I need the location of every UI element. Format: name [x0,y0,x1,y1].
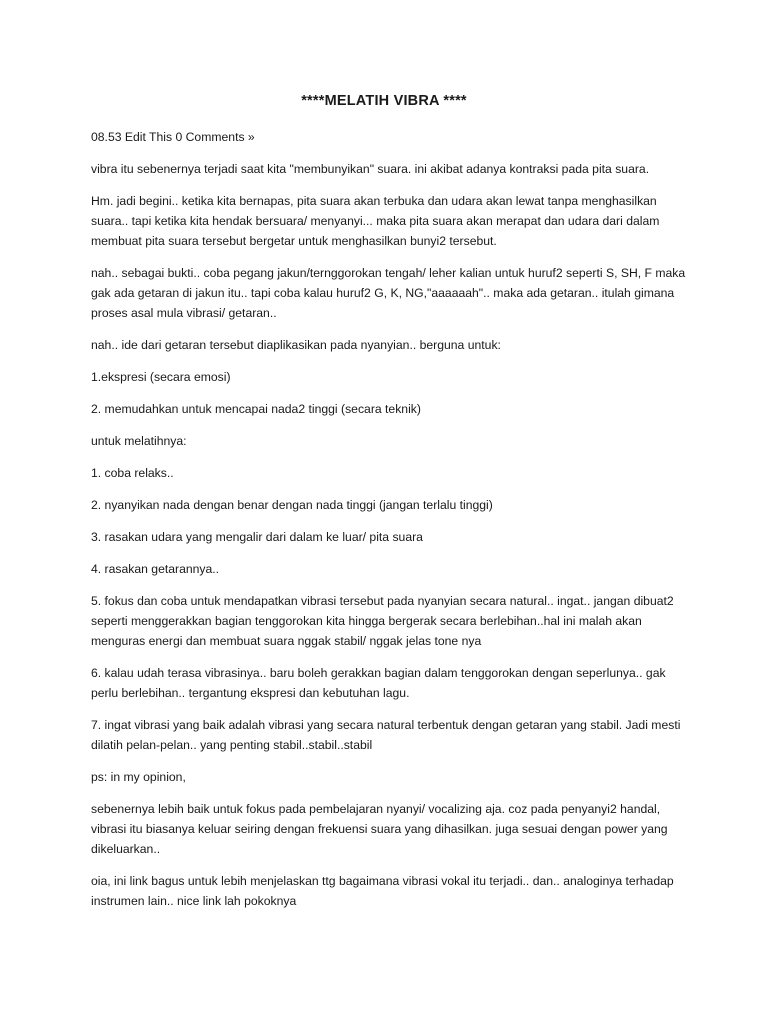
list-item-step-5: 5. fokus dan coba untuk mendapatkan vibrasi tersebut pada nyanyian secara natural.. ingat.. jangan dibuat2 seperti menggerakkan bagian tenggorokan kita hingga bergerak secara berlebihan..hal ini malah akan menguras energi dan membuat suara nggak stabil/ nggak jelas tone nya [91,594,674,648]
paragraph-link-note: oia, ini link bagus untuk lebih menjelaskan ttg bagaimana vibrasi vokal itu terjadi.. dan.. analoginya terhadap instrumen lain.. nice link lah pokoknya [91,874,674,908]
paragraph-intro: vibra itu sebenernya terjadi saat kita "membunyikan" suara. ini akibat adanya kontraksi pada pita suara. [91,162,650,176]
list-item-step-2: 2. nyanyikan nada dengan benar dengan nada tinggi (jangan terlalu tinggi) [91,498,493,512]
list-item-step-7: 7. ingat vibrasi yang baik adalah vibrasi yang secara natural terbentuk dengan getaran yang stabil. Jadi mesti dilatih pelan-pelan.. yang penting stabil..stabil..stabil [91,718,681,752]
paragraph-training-heading: untuk melatihnya: [91,434,187,448]
list-item-step-4: 4. rasakan getarannya.. [91,562,220,576]
list-item-benefit-2: 2. memudahkan untuk mencapai nada2 tinggi (secara teknik) [91,402,421,416]
document-title: ****MELATIH VIBRA **** [301,93,467,109]
list-item-step-1: 1. coba relaks.. [91,466,174,480]
list-item-step-3: 3. rasakan udara yang mengalir dari dalam ke luar/ pita suara [91,530,423,544]
list-item-step-6: 6. kalau udah terasa vibrasinya.. baru boleh gerakkan bagian dalam tenggorokan dengan seperlunya.. gak perlu berlebihan.. tergantung ekspresi dan kebutuhan lagu. [91,666,666,700]
paragraph-ps: ps: in my opinion, [91,770,186,784]
list-item-benefit-1: 1.ekspresi (secara emosi) [91,370,231,384]
post-meta-line: 08.53 Edit This 0 Comments » [91,130,255,144]
document-body [91,127,691,923]
paragraph-opinion: sebenernya lebih baik untuk fokus pada pembelajaran nyanyi/ vocalizing aja. coz pada penyanyi2 handal, vibrasi itu biasanya keluar seiring dengan frekuensi suara yang dihasilkan. juga sesuai dengan power yang dikeluarkan.. [91,802,668,856]
paragraph-proof: nah.. sebagai bukti.. coba pegang jakun/ternggorokan tengah/ leher kalian untuk huruf2 seperti S, SH, F maka gak ada getaran di jakun itu.. tapi coba kalau huruf2 G, K, NG,"aaaaaah".. maka ada getaran.. itulah gimana proses asal mula vibrasi/ getaran.. [91,266,686,320]
paragraph-usage: nah.. ide dari getaran tersebut diaplikasikan pada nyanyian.. berguna untuk: [91,338,501,352]
paragraph-explanation: Hm. jadi begini.. ketika kita bernapas, pita suara akan terbuka dan udara akan lewat tanpa menghasilkan suara.. tapi ketika kita hendak bersuara/ menyanyi... maka pita suara akan merapat dan udara dari dalam membuat pita suara tersebut bergetar untuk menghasilkan bunyi2 tersebut. [91,194,660,248]
